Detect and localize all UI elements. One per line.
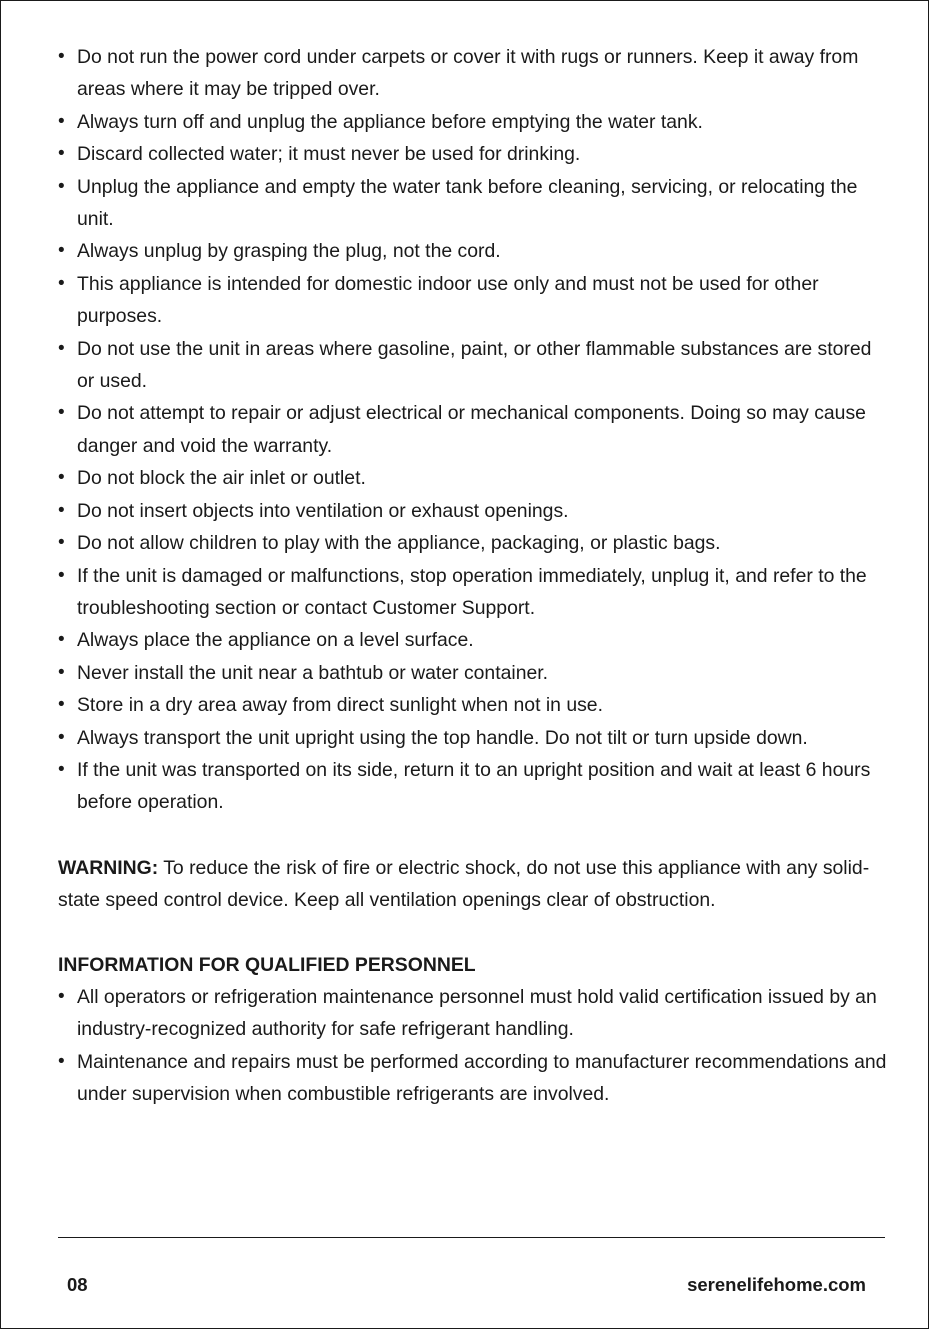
page-number: 08 [67,1274,88,1295]
list-item: • Always transport the unit upright using the top handle. Do not tilt or turn upside down. [58,722,888,754]
list-item: • Discard collected water; it must never be used for drinking. [58,138,888,170]
list-item: • Unplug the appliance and empty the water tank before cleaning, servicing, or relocating the unit. [58,171,888,236]
list-item: • Always place the appliance on a level surface. [58,624,888,656]
list-item: • Do not insert objects into ventilation or exhaust openings. [58,495,888,527]
list-item: • Never install the unit near a bathtub or water container. [58,657,888,689]
warning-paragraph [58,852,888,917]
page-content [58,41,888,1111]
list-item: • If the unit was transported on its side, return it to an upright position and wait at least 6 hours before operation. [58,754,888,819]
list-item: • Do not attempt to repair or adjust electrical or mechanical components. Doing so may cause danger and void the warranty. [58,397,888,462]
list-item: • All operators or refrigeration maintenance personnel must hold valid certification issued by an industry-recognized authority for safe refrigerant handling. [58,981,888,1046]
qualified-personnel-list [58,981,888,1111]
warning-label: WARNING: [58,856,159,879]
list-item: • Do not use the unit in areas where gasoline, paint, or other flammable substances are stored or used. [58,333,888,398]
list-item: • Always unplug by grasping the plug, not the cord. [58,235,888,267]
list-item: • Do not block the air inlet or outlet. [58,462,888,494]
footer-divider [58,1237,885,1238]
list-item: • Store in a dry area away from direct sunlight when not in use. [58,689,888,721]
list-item: • Maintenance and repairs must be performed according to manufacturer recommendations and under supervision when combustible refrigerants are involved. [58,1046,888,1111]
website-url: serenelifehome.com [687,1274,866,1295]
list-item: • Do not allow children to play with the appliance, packaging, or plastic bags. [58,527,888,559]
qualified-personnel-heading: INFORMATION FOR QUALIFIED PERSONNEL [58,953,476,976]
list-item: • Do not run the power cord under carpets or cover it with rugs or runners. Keep it away from areas where it may be tripped over. [58,41,888,106]
list-item: • Always turn off and unplug the appliance before emptying the water tank. [58,106,888,138]
safety-instructions-list [58,41,888,819]
warning-text: To reduce the risk of fire or electric shock, do not use this appliance with any solid-state speed control device. Keep all ventilation openings clear of obstruction. [58,856,870,912]
list-item: • This appliance is intended for domestic indoor use only and must not be used for other purposes. [58,268,888,333]
list-item: • If the unit is damaged or malfunctions, stop operation immediately, unplug it, and refer to the troubleshooting section or contact Customer Support. [58,560,888,625]
